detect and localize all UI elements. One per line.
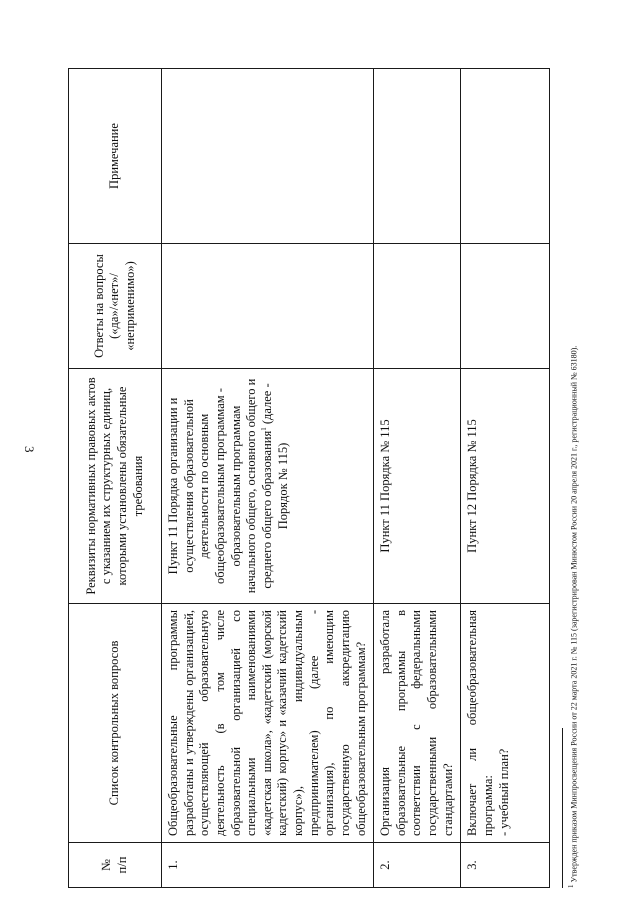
reference-tail: (далее - Порядок № 115) bbox=[259, 383, 290, 530]
table-header-row bbox=[69, 69, 162, 888]
header-num: № п/п bbox=[69, 843, 162, 888]
row-answer[interactable] bbox=[461, 244, 550, 369]
footnote-mark: 1 bbox=[259, 427, 268, 431]
header-note: Примечание bbox=[69, 69, 162, 244]
table-row bbox=[162, 69, 374, 888]
row-reference: Пункт 12 Порядка № 115 bbox=[461, 369, 550, 604]
footnote-body: Утвержден приказом Минпросвещения России от 22 марта 2021 г. № 115 (зарегистрирован Минюстом России 20 апреля 2021 г., регистрационный № 63180). bbox=[569, 345, 579, 883]
row-number: 2. bbox=[374, 843, 461, 888]
row-number: 1. bbox=[162, 843, 374, 888]
row-question: Включает ли общеобразовательная программа: - учебный план? bbox=[461, 604, 550, 843]
row-answer[interactable] bbox=[374, 244, 461, 369]
row-question: Организация разработала образовательные программы в соответствии с федеральными государственными образовательными стандартами? bbox=[374, 604, 461, 843]
row-reference: Пункт 11 Порядка № 115 bbox=[374, 369, 461, 604]
rotated-page-content bbox=[68, 60, 580, 888]
footnote-divider bbox=[562, 728, 563, 888]
row-answer[interactable] bbox=[162, 244, 374, 369]
row-number: 3. bbox=[461, 843, 550, 888]
row-question: Общеобразовательные программы разработаны и утверждены организацией, осуществляющей образовательную деятельность (в том числе образовательной организацией со специальными наименованиями «кадетская школа», «кадетский (морской кадетский) корпус» и «казачий кадетский корпус»), индивидуальным предпринимателем) (далее - организация), по имеющим государственную аккредитацию общеобразовательным программам? bbox=[162, 604, 374, 843]
row-reference bbox=[162, 369, 374, 604]
header-answers: Ответы на вопросы («да»/«нет»/ «неприменимо») bbox=[69, 244, 162, 369]
row-note[interactable] bbox=[461, 69, 550, 244]
header-questions: Список контрольных вопросов bbox=[69, 604, 162, 843]
reference-text: Пункт 11 Порядка организации и осуществления образовательной деятельности по основным общеобразовательным программам - образовательным программам начального общего, основного общего и среднего общего образования bbox=[166, 378, 274, 594]
control-questions-table bbox=[68, 68, 550, 888]
row-note[interactable] bbox=[162, 69, 374, 244]
header-references: Реквизиты нормативных правовых актов с указанием их структурных единиц, которыми установлены обязательные требования bbox=[69, 369, 162, 604]
table-row bbox=[374, 69, 461, 888]
table-row bbox=[461, 69, 550, 888]
page-number: 3 bbox=[22, 446, 37, 453]
footnote-text bbox=[566, 60, 580, 888]
footnote-number: 1 bbox=[567, 884, 575, 888]
row-note[interactable] bbox=[374, 69, 461, 244]
footnote-block bbox=[562, 60, 580, 888]
